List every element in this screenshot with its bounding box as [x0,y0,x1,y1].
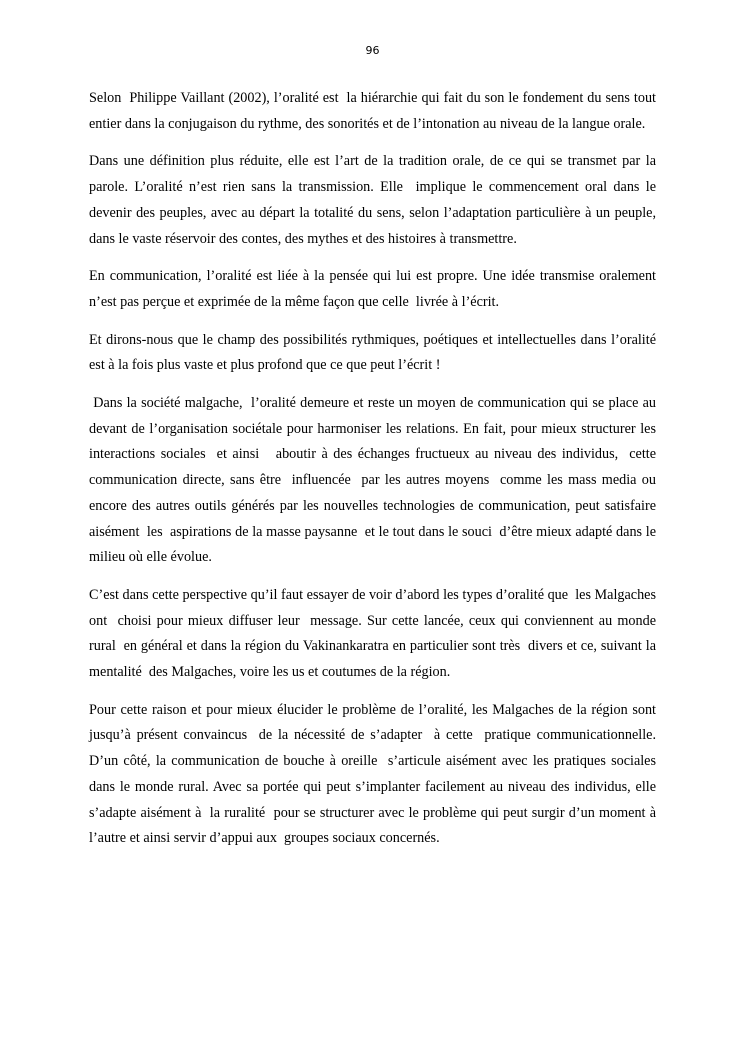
paragraph: En communication, l’oralité est liée à la pensée qui lui est propre. Une idée transmise oralement n’est pas perçue et exprimée de la même façon que celle livrée à l’écrit. [89,268,660,310]
paragraph: C’est dans cette perspective qu’il faut essayer de voir d’abord les types d’oralité que les Malgaches ont choisi pour mieux diffuser leur message. Sur cette lancée, ceux qui conviennent au monde rural en général et dans la région du Vakinankaratra en particulier sont très divers et ce, suivant la mentalité des Malgaches, voire les us et coutumes de la région. [89,586,660,681]
page-number: 96 [365,44,380,57]
paragraph: Pour cette raison et pour mieux élucider le problème de l’oralité, les Malgaches de la région sont jusqu’à présent convaincus de la nécessité de s’adapter à cette pratique communicationnelle. D’un côté, la communication de bouche à oreille s’articule aisément avec les pratiques sociales dans le monde rural. Avec sa portée qui peut s’implanter facilement au niveau des individus, elle s’adapte aisément à la ruralité pour se structurer avec le problème qui peut surgir d’un moment à l’autre et ainsi servir d’appui aux groupes sociaux concernés. [89,701,660,847]
paragraph: Dans la société malgache, l’oralité demeure et reste un moyen de communication qui se place au devant de l’organisation sociétale pour harmoniser les relations. En fait, pour mieux structurer les interactions sociales et ainsi aboutir à des échanges fructueux au niveau des individus, cette communication directe, sans être influencée par les autres moyens comme les mass media ou encore des autres outils générés par les nouvelles technologies de communication, peut satisfaire aisément les aspirations de la masse paysanne et le tout dans le souci d’être mieux adapté dans le milieu où elle évolue. [89,395,660,566]
body-text [89,86,660,864]
paragraph: Dans une définition plus réduite, elle est l’art de la tradition orale, de ce qui se transmet par la parole. L’oralité n’est rien sans la transmission. Elle implique le commencement oral dans le devenir des peuples, avec au départ la totalité du sens, selon l’adaptation particulière à un peuple, dans le vaste réservoir des contes, des mythes et des histoires à transmettre. [89,153,660,247]
paragraph: Selon Philippe Vaillant (2002), l’oralité est la hiérarchie qui fait du son le fondement du sens tout entier dans la conjugaison du rythme, des sonorités et de l’intonation au niveau de la langue orale. [89,90,660,132]
paragraph: Et dirons-nous que le champ des possibilités rythmiques, poétiques et intellectuelles dans l’oralité est à la fois plus vaste et plus profond que ce que peut l’écrit ! [89,331,660,374]
